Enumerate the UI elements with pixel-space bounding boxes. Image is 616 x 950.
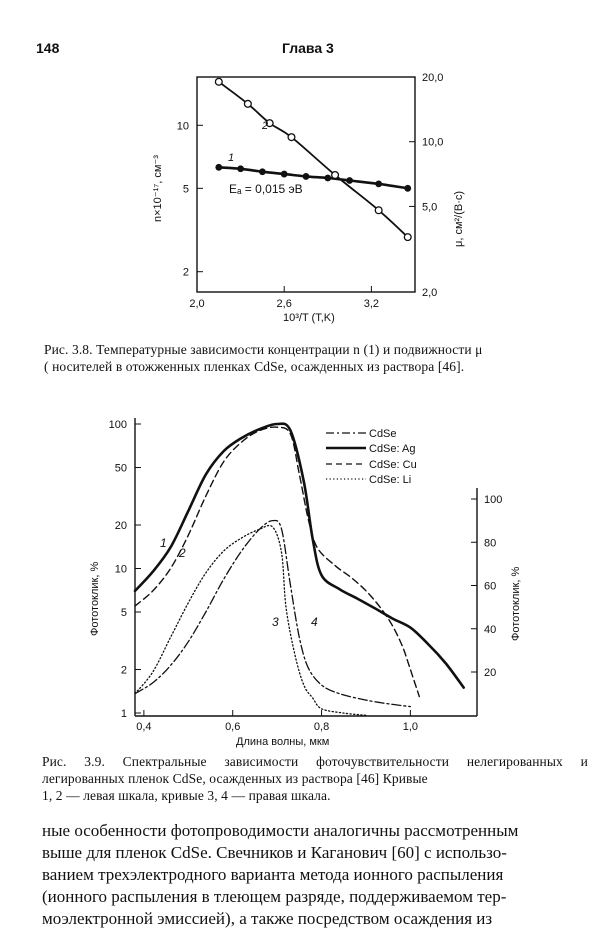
fig1-curve-label-2: 2	[262, 120, 269, 132]
fig2-right-ticks	[471, 494, 502, 679]
paragraph-line: выше для пленок CdSe. Свечников и Каганович [60] с использо-	[42, 843, 507, 862]
y2-tick-label: 10,0	[422, 136, 444, 149]
data-point-n	[281, 171, 288, 178]
data-point-mu	[332, 172, 339, 179]
legend-label: CdSe: Cu	[369, 459, 417, 471]
fig1-right-ticks	[409, 72, 443, 299]
page-number: 148	[36, 40, 60, 56]
series-line-4	[135, 525, 366, 715]
y-tick-label: 5	[120, 606, 127, 619]
y-tick-label: 2	[120, 664, 127, 677]
paragraph-line: (ионного распыления в тлеющем разряде, поддерживаемом тер-	[42, 887, 507, 906]
data-point-mu	[288, 134, 295, 141]
fig2-curve-label-1: 1	[160, 536, 167, 550]
x-tick-label: 1,0	[402, 721, 419, 733]
y2-tick-label: 100	[484, 494, 503, 506]
series-line-3	[135, 520, 410, 706]
fig1-left-axis-label: n×10⁻¹⁷, см⁻³	[152, 155, 164, 222]
data-point-mu	[244, 100, 251, 107]
chapter-title: Глава 3	[282, 40, 334, 56]
fig2-left-ticks	[109, 419, 141, 720]
fig1-right-axis-label: μ, см²/(В·с)	[453, 190, 465, 247]
y-tick-label: 1	[120, 708, 127, 720]
fig2-left-axis-label: Фототоклик, %	[89, 561, 101, 636]
paragraph-line: моэлектронной эмиссией), а также посредством осаждения из	[42, 909, 493, 928]
fig1-curve-label-1: 1	[228, 152, 235, 164]
y2-tick-label: 60	[484, 580, 497, 593]
fig2-curve-label-3: 3	[272, 615, 279, 629]
body-paragraph	[42, 820, 588, 930]
figure-3-8	[0, 60, 616, 340]
y2-tick-label: 20,0	[422, 72, 444, 84]
fig1-x-ticks	[189, 286, 379, 310]
y-tick-label: 10	[114, 563, 127, 576]
figure-3-9	[0, 400, 616, 750]
fig2-curve-label-4: 4	[311, 615, 318, 629]
data-point-mu	[215, 78, 222, 85]
data-point-n	[237, 165, 244, 172]
y2-tick-label: 20	[484, 667, 497, 679]
fig2-legend	[326, 428, 417, 486]
fig2-right-axis-label: Фототоклик, %	[510, 566, 522, 641]
data-point-n	[375, 180, 382, 187]
y2-tick-label: 2,0	[422, 287, 438, 299]
fig1-left-ticks	[177, 120, 203, 278]
x-tick-label: 0,8	[313, 721, 330, 733]
fig2-caption-line: 1, 2 — левая шкала, кривые 3, 4 — правая шкала.	[42, 788, 331, 803]
y2-tick-label: 80	[484, 537, 497, 550]
fig1-caption-line: ( носителей в отожженных пленках CdSe, осажденных из раствора [46].	[44, 359, 465, 374]
x-tick-label: 3,2	[363, 298, 380, 310]
x-tick-label: 0,6	[225, 721, 241, 733]
fig1-caption-line: Рис. 3.8. Температурные зависимости концентрации n (1) и подвижности μ	[44, 342, 483, 357]
data-point-n	[215, 164, 222, 171]
data-point-n	[346, 177, 353, 184]
data-point-n	[303, 173, 310, 180]
figure-3-9-caption	[42, 753, 588, 804]
legend-label: CdSe: Li	[369, 474, 412, 486]
data-point-mu	[375, 207, 382, 214]
y-tick-label: 20	[114, 520, 127, 533]
data-point-n	[324, 175, 331, 182]
x-tick-label: 2,0	[189, 298, 205, 310]
figure-3-8-caption	[44, 341, 596, 375]
y-tick-label: 5	[182, 183, 189, 196]
fig1-x-axis-label: 10³/T (T,K)	[283, 312, 335, 324]
y-tick-label: 2	[182, 266, 189, 279]
y2-tick-label: 5,0	[422, 201, 438, 214]
y2-tick-label: 40	[484, 623, 497, 636]
fig1-series	[215, 78, 411, 240]
legend-label: CdSe	[369, 428, 397, 440]
paragraph-line: ные особенности фотопроводимости аналогичны рассмотренным	[42, 821, 519, 840]
data-point-n	[404, 185, 411, 192]
x-tick-label: 0,4	[136, 721, 152, 733]
fig2-x-ticks	[136, 710, 418, 733]
y-tick-label: 100	[108, 419, 127, 431]
x-tick-label: 2,6	[276, 298, 292, 310]
paragraph-line: ванием трехэлектродного варианта метода ионного распыления	[42, 865, 504, 884]
fig2-caption-line: Рис. 3.9. Спектральные зависимости фоточувствительности нелегированных и легированных пленок CdSe, осажденных из раствора [46] Кривые	[42, 754, 588, 786]
y-tick-label: 50	[114, 462, 127, 475]
data-point-mu	[404, 234, 411, 241]
fig2-x-axis-label: Длина волны, мкм	[236, 736, 330, 748]
legend-label: CdSe: Ag	[369, 443, 416, 455]
fig2-curve-label-2: 2	[179, 546, 186, 560]
data-point-n	[259, 168, 266, 175]
fig1-activation-energy: Eₐ = 0,015 эВ	[229, 182, 303, 196]
y-tick-label: 10	[176, 120, 189, 133]
